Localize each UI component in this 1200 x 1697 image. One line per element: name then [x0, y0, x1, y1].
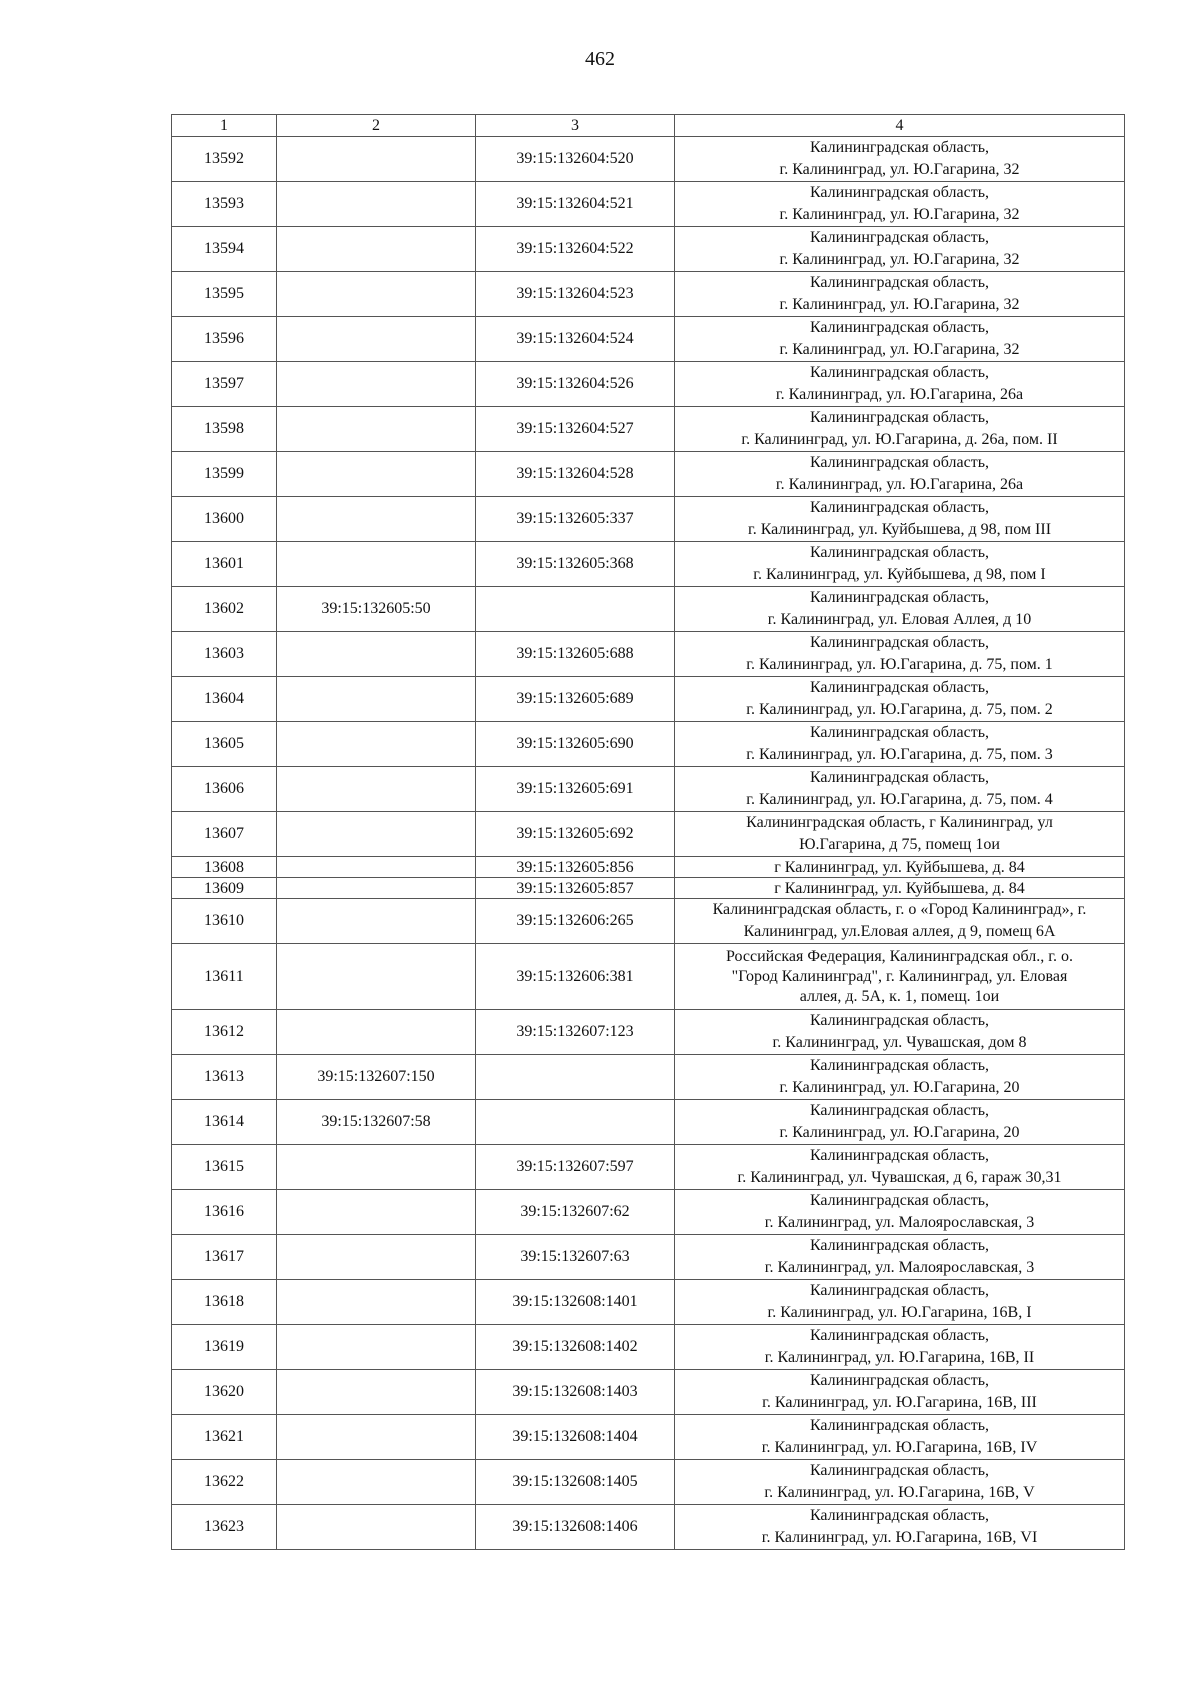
table-row [172, 878, 1125, 899]
cadastral-number-object-cell: 39:15:132605:690 [476, 722, 675, 767]
row-number-cell: 13614 [172, 1100, 277, 1145]
cadastral-number-object-cell: 39:15:132607:123 [476, 1010, 675, 1055]
address-cell [675, 767, 1125, 812]
cadastral-number-land-cell [277, 317, 476, 362]
address-line: Калининградская область, [809, 724, 990, 741]
cadastral-number-land-cell [277, 1010, 476, 1055]
row-number-cell: 13613 [172, 1055, 277, 1100]
cadastral-number-object-cell: 39:15:132606:381 [476, 944, 675, 1010]
address-line: Российская Федерация, Калининградская обл., г. о. [726, 947, 1073, 965]
address-cell [675, 1235, 1125, 1280]
table-row [172, 944, 1125, 1010]
address-line: Калининградская область, [809, 544, 990, 561]
cadastral-number-object-cell: 39:15:132608:1404 [476, 1415, 675, 1460]
table-row [172, 767, 1125, 812]
address-line: г. Калининград, ул. Ю.Гагарина, 20 [779, 1079, 1020, 1096]
address-cell [675, 722, 1125, 767]
row-number-cell: 13618 [172, 1280, 277, 1325]
address-cell [675, 1190, 1125, 1235]
address-cell [675, 1010, 1125, 1055]
row-number-cell: 13594 [172, 227, 277, 272]
address-cell [675, 497, 1125, 542]
cadastral-number-land-cell [277, 899, 476, 944]
address-line: Калининградская область, [809, 1507, 990, 1524]
cadastral-number-object-cell: 39:15:132607:597 [476, 1145, 675, 1190]
row-number-cell: 13619 [172, 1325, 277, 1370]
table-row [172, 722, 1125, 767]
address-line: Калининградская область, [809, 1372, 990, 1389]
cadastral-number-land-cell [277, 497, 476, 542]
address-line: Калининградская область, [809, 1012, 990, 1029]
address-line: г. Калининград, ул. Ю.Гагарина, д. 75, пом. 3 [746, 746, 1053, 763]
cadastral-number-land-cell [277, 1190, 476, 1235]
cadastral-number-object-cell [476, 587, 675, 632]
address-line: г. Калининград, ул. Ю.Гагарина, 32 [779, 251, 1020, 268]
row-number-cell: 13616 [172, 1190, 277, 1235]
table-row [172, 1325, 1125, 1370]
address-line: "Город Калининград", г. Калининград, ул. Еловая [731, 967, 1068, 985]
table-row [172, 1280, 1125, 1325]
table-row [172, 812, 1125, 857]
address-cell [675, 1505, 1125, 1550]
cadastral-number-object-cell: 39:15:132607:63 [476, 1235, 675, 1280]
header-row [172, 115, 1125, 137]
cadastral-number-object-cell: 39:15:132604:526 [476, 362, 675, 407]
address-line: г. Калининград, ул. Чувашская, дом 8 [772, 1034, 1027, 1051]
cadastral-number-land-cell [277, 452, 476, 497]
address-cell [675, 1415, 1125, 1460]
address-cell [675, 362, 1125, 407]
address-line: Калининградская область, [809, 409, 990, 426]
row-number-cell: 13606 [172, 767, 277, 812]
address-cell [675, 878, 1125, 899]
cadastral-number-object-cell: 39:15:132605:857 [476, 878, 675, 899]
cadastral-number-land-cell [277, 272, 476, 317]
address-cell [675, 677, 1125, 722]
address-cell [675, 1280, 1125, 1325]
address-cell [675, 182, 1125, 227]
cadastral-number-object-cell: 39:15:132607:62 [476, 1190, 675, 1235]
row-number-cell: 13597 [172, 362, 277, 407]
address-cell [675, 812, 1125, 857]
address-cell [675, 317, 1125, 362]
cadastral-number-land-cell [277, 944, 476, 1010]
address-line: г. Калининград, ул. Ю.Гагарина, 16В, II [764, 1349, 1035, 1366]
cadastral-number-land-cell [277, 542, 476, 587]
address-line: Калининградская область, [809, 1057, 990, 1074]
table-row [172, 1055, 1125, 1100]
address-line: Калининградская область, [809, 454, 990, 471]
address-line: Калининградская область, [809, 769, 990, 786]
cadastral-number-land-cell [277, 1145, 476, 1190]
address-cell [675, 857, 1125, 878]
address-line: Калининградская область, [809, 1237, 990, 1254]
address-cell [675, 632, 1125, 677]
registry-table [171, 114, 1125, 1550]
table-row [172, 272, 1125, 317]
cadastral-number-object-cell: 39:15:132608:1402 [476, 1325, 675, 1370]
cadastral-number-object-cell: 39:15:132605:856 [476, 857, 675, 878]
cadastral-number-object-cell: 39:15:132604:521 [476, 182, 675, 227]
row-number-cell: 13611 [172, 944, 277, 1010]
table-row [172, 1190, 1125, 1235]
cadastral-number-object-cell: 39:15:132605:689 [476, 677, 675, 722]
address-cell [675, 1100, 1125, 1145]
address-line: г. Калининград, ул. Ю.Гагарина, 32 [779, 341, 1020, 358]
address-line: Калининградская область, [809, 184, 990, 201]
address-cell [675, 452, 1125, 497]
cadastral-number-land-cell [277, 767, 476, 812]
address-line: Калининградская область, [809, 679, 990, 696]
address-line: г. Калининград, ул. Куйбышева, д 98, пом III [747, 521, 1052, 538]
address-line: г. Калининград, ул. Ю.Гагарина, 32 [779, 206, 1020, 223]
table-row [172, 857, 1125, 878]
address-line: Калининградская область, [809, 229, 990, 246]
address-line: г. Калининград, ул. Куйбышева, д 98, пом I [753, 566, 1046, 583]
row-number-cell: 13598 [172, 407, 277, 452]
cadastral-number-object-cell: 39:15:132606:265 [476, 899, 675, 944]
row-number-cell: 13622 [172, 1460, 277, 1505]
cadastral-number-land-cell [277, 812, 476, 857]
address-cell [675, 137, 1125, 182]
cadastral-number-land-cell [277, 1370, 476, 1415]
cadastral-number-land-cell [277, 1235, 476, 1280]
table-row [172, 227, 1125, 272]
row-number-cell: 13592 [172, 137, 277, 182]
row-number-cell: 13593 [172, 182, 277, 227]
cadastral-number-object-cell: 39:15:132604:527 [476, 407, 675, 452]
row-number-cell: 13617 [172, 1235, 277, 1280]
cadastral-number-land-cell [277, 227, 476, 272]
address-line: г. Калининград, ул. Малоярославская, 3 [764, 1214, 1035, 1231]
table-row [172, 497, 1125, 542]
row-number-cell: 13602 [172, 587, 277, 632]
row-number-cell: 13620 [172, 1370, 277, 1415]
cadastral-number-land-cell [277, 137, 476, 182]
row-number-cell: 13603 [172, 632, 277, 677]
row-number-cell: 13605 [172, 722, 277, 767]
address-line: Калининградская область, [809, 634, 990, 651]
cadastral-number-object-cell: 39:15:132605:337 [476, 497, 675, 542]
cadastral-number-object-cell: 39:15:132604:522 [476, 227, 675, 272]
cadastral-number-land-cell [277, 722, 476, 767]
row-number-cell: 13596 [172, 317, 277, 362]
table-row [172, 1100, 1125, 1145]
table-row [172, 1505, 1125, 1550]
address-line: г. Калининград, ул. Ю.Гагарина, 16В, VI [761, 1529, 1038, 1546]
address-line: Калининградская область, [809, 1192, 990, 1209]
table-row [172, 1415, 1125, 1460]
cadastral-number-land-cell [277, 677, 476, 722]
address-line: Калининградская область, [809, 274, 990, 291]
address-line: г Калининград, ул. Куйбышева, д. 84 [774, 858, 1025, 876]
address-line: г. Калининград, ул. Ю.Гагарина, д. 75, пом. 4 [746, 791, 1053, 808]
address-line: г. Калининград, ул. Ю.Гагарина, 26а [775, 386, 1024, 403]
cadastral-number-land-cell [277, 1325, 476, 1370]
address-cell [675, 272, 1125, 317]
address-line: г. Калининград, ул. Ю.Гагарина, д. 26а, пом. II [741, 431, 1058, 448]
column-header-3: 3 [476, 115, 675, 137]
cadastral-number-land-cell [277, 1460, 476, 1505]
table-body [172, 137, 1125, 1550]
address-line: Калининградская область, [809, 364, 990, 381]
table-row [172, 182, 1125, 227]
cadastral-number-object-cell: 39:15:132604:528 [476, 452, 675, 497]
table-row [172, 1460, 1125, 1505]
table-row [172, 899, 1125, 944]
table-row [172, 1370, 1125, 1415]
address-line: Калининградская область, [809, 1282, 990, 1299]
cadastral-number-land-cell: 39:15:132607:58 [277, 1100, 476, 1145]
address-line: г. Калининград, ул. Ю.Гагарина, 16В, IV [761, 1439, 1038, 1456]
cadastral-number-land-cell [277, 1280, 476, 1325]
row-number-cell: 13615 [172, 1145, 277, 1190]
address-line: г. Калининград, ул. Ю.Гагарина, д. 75, пом. 1 [746, 656, 1053, 673]
table-row [172, 407, 1125, 452]
address-cell [675, 1055, 1125, 1100]
cadastral-number-object-cell: 39:15:132604:524 [476, 317, 675, 362]
cadastral-number-object-cell: 39:15:132604:520 [476, 137, 675, 182]
row-number-cell: 13610 [172, 899, 277, 944]
table-row [172, 1235, 1125, 1280]
address-line: г. Калининград, ул. Ю.Гагарина, д. 75, пом. 2 [746, 701, 1053, 718]
row-number-cell: 13621 [172, 1415, 277, 1460]
row-number-cell: 13623 [172, 1505, 277, 1550]
address-cell [675, 1370, 1125, 1415]
cadastral-number-land-cell [277, 857, 476, 878]
address-line: г. Калининград, ул. Ю.Гагарина, 32 [779, 296, 1020, 313]
row-number-cell: 13601 [172, 542, 277, 587]
address-cell [675, 1145, 1125, 1190]
cadastral-number-land-cell [277, 407, 476, 452]
address-line: г. Калининград, ул. Ю.Гагарина, 32 [779, 161, 1020, 178]
row-number-cell: 13609 [172, 878, 277, 899]
row-number-cell: 13595 [172, 272, 277, 317]
row-number-cell: 13600 [172, 497, 277, 542]
address-line: Калининградская область, [809, 589, 990, 606]
address-line: г. Калининград, ул. Ю.Гагарина, 16В, III [762, 1394, 1037, 1411]
table-row [172, 362, 1125, 407]
address-line: Калининградская область, [809, 499, 990, 516]
address-cell [675, 1460, 1125, 1505]
table-row [172, 587, 1125, 632]
cadastral-number-land-cell: 39:15:132605:50 [277, 587, 476, 632]
row-number-cell: 13607 [172, 812, 277, 857]
address-cell [675, 944, 1125, 1010]
address-cell [675, 899, 1125, 944]
address-line: г. Калининград, ул. Ю.Гагарина, 20 [779, 1124, 1020, 1141]
table-row [172, 677, 1125, 722]
cadastral-number-land-cell [277, 362, 476, 407]
cadastral-number-object-cell [476, 1055, 675, 1100]
address-line: Калининградская область, [809, 1147, 990, 1164]
cadastral-number-object-cell: 39:15:132608:1405 [476, 1460, 675, 1505]
address-line: г. Калининград, ул. Ю.Гагарина, 26а [775, 476, 1024, 493]
table-row [172, 1145, 1125, 1190]
table-row [172, 137, 1125, 182]
address-line: Калининградская область, [809, 139, 990, 156]
cadastral-number-object-cell: 39:15:132608:1406 [476, 1505, 675, 1550]
row-number-cell: 13612 [172, 1010, 277, 1055]
address-cell [675, 1325, 1125, 1370]
cadastral-number-object-cell: 39:15:132605:688 [476, 632, 675, 677]
address-cell [675, 542, 1125, 587]
address-line: Калининград, ул.Еловая аллея, д 9, помещ 6А [743, 923, 1056, 940]
cadastral-number-land-cell: 39:15:132607:150 [277, 1055, 476, 1100]
table-row [172, 317, 1125, 362]
cadastral-number-object-cell [476, 1100, 675, 1145]
row-number-cell: 13599 [172, 452, 277, 497]
address-line: Калининградская область, [809, 1462, 990, 1479]
cadastral-number-land-cell [277, 182, 476, 227]
cadastral-number-object-cell: 39:15:132608:1401 [476, 1280, 675, 1325]
cadastral-number-land-cell [277, 632, 476, 677]
address-line: аллея, д. 5А, к. 1, помещ. 1ои [799, 987, 1000, 1005]
address-line: Калининградская область, [809, 1417, 990, 1434]
cadastral-number-object-cell: 39:15:132605:692 [476, 812, 675, 857]
cadastral-number-object-cell: 39:15:132605:368 [476, 542, 675, 587]
table-row [172, 542, 1125, 587]
address-line: г. Калининград, ул. Чувашская, д 6, гараж 30,31 [737, 1169, 1062, 1186]
table-row [172, 452, 1125, 497]
address-line: Калининградская область, г. о «Город Калининград», г. [712, 901, 1087, 918]
address-line: г. Калининград, ул. Ю.Гагарина, 16В, V [764, 1484, 1035, 1501]
address-cell [675, 407, 1125, 452]
column-header-2: 2 [277, 115, 476, 137]
column-header-4: 4 [675, 115, 1125, 137]
address-line: Калининградская область, [809, 319, 990, 336]
address-cell [675, 587, 1125, 632]
cadastral-number-land-cell [277, 1415, 476, 1460]
address-line: Калининградская область, г Калининград, ул [746, 814, 1053, 831]
cadastral-number-land-cell [277, 1505, 476, 1550]
address-line: Калининградская область, [809, 1102, 990, 1119]
table-row [172, 632, 1125, 677]
cadastral-number-object-cell: 39:15:132604:523 [476, 272, 675, 317]
address-line: г. Калининград, ул. Малоярославская, 3 [764, 1259, 1035, 1276]
address-line: г Калининград, ул. Куйбышева, д. 84 [774, 879, 1025, 897]
row-number-cell: 13604 [172, 677, 277, 722]
cadastral-number-object-cell: 39:15:132605:691 [476, 767, 675, 812]
cadastral-number-land-cell [277, 878, 476, 899]
address-cell [675, 227, 1125, 272]
address-line: Ю.Гагарина, д 75, помещ 1ои [799, 836, 1000, 853]
page-number: 462 [585, 48, 615, 70]
address-line: г. Калининград, ул. Ю.Гагарина, 16В, I [767, 1304, 1032, 1321]
table-row [172, 1010, 1125, 1055]
row-number-cell: 13608 [172, 857, 277, 878]
address-line: г. Калининград, ул. Еловая Аллея, д 10 [767, 611, 1032, 628]
address-line: Калининградская область, [809, 1327, 990, 1344]
cadastral-number-object-cell: 39:15:132608:1403 [476, 1370, 675, 1415]
column-header-1: 1 [172, 115, 277, 137]
